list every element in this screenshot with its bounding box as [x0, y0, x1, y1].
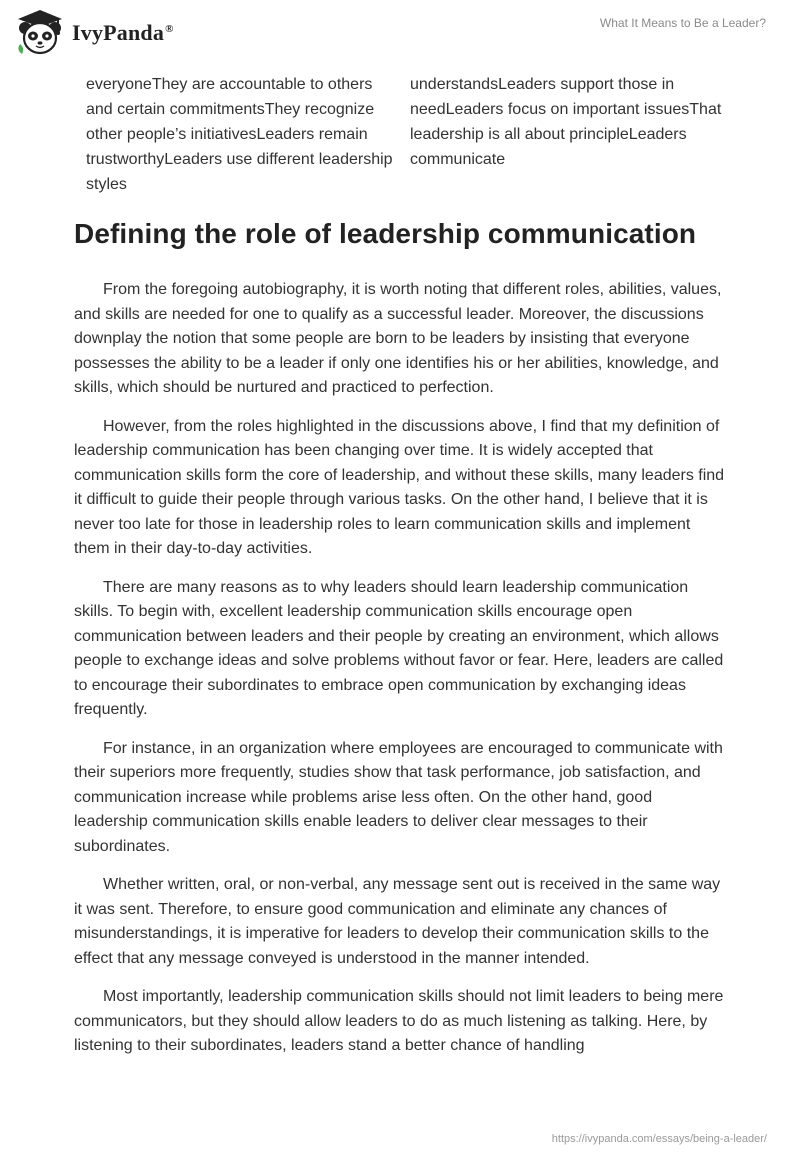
- section-heading: Defining the role of leadership communication: [74, 218, 697, 249]
- left-column-text: everyoneThey are accountable to others and certain commitmentsThey recognize other people’s initiativesLeaders remain trustworthyLeaders use different leadership styles: [86, 76, 393, 193]
- paragraph: For instance, in an organization where employees are encouraged to communicate with their superiors more frequently, studies show that task performance, job satisfaction, and communication increase while problems arise less often. On the other hand, good leadership communication skills enable leaders to deliver clear messages to their subordinates.: [74, 739, 723, 855]
- paragraph: Whether written, oral, or non-verbal, any message sent out is received in the same way it was sent. Therefore, to ensure good communication and eliminate any chances of misunderstandings, it is imperative for leaders to develop their communication skills to the effect that any message conveyed is understood in the manner intended.: [74, 876, 721, 967]
- article-body: [74, 278, 728, 1073]
- paragraph: Most importantly, leadership communication skills should not limit leaders to being mere communicators, but they should allow leaders to do as much listening as talking. Here, by listening to their subordinates, leaders stand a better chance of handling: [74, 988, 724, 1054]
- two-column-list: [86, 72, 746, 197]
- document-title: What It Means to Be a Leader?: [599, 16, 766, 30]
- brand-name: IvyPanda®: [72, 20, 174, 45]
- page-header: [0, 0, 800, 70]
- paragraph: From the foregoing autobiography, it is worth noting that different roles, abilities, values, and skills are needed for one to qualify as a successful leader. Moreover, the discussions downplay the notion that some people are born to be leaders by insisting that everyone possesses the ability to be a leader if only one identifies his or her abilities, knowledge, and skills, which should be nurtured and practiced to perfection.: [74, 281, 722, 396]
- ivypanda-logo[interactable]: [14, 8, 174, 58]
- paragraph: However, from the roles highlighted in the discussions above, I find that my definition of leadership communication has been changing over time. It is widely accepted that communication skills form the core of leadership, and without these skills, many leaders find it difficult to guide their people through various tasks. On the other hand, I believe that it is never too late for those in leadership roles to learn communication skills and implement them in their day-to-day activities.: [74, 417, 725, 557]
- paragraph: There are many reasons as to why leaders should learn leadership communication skills. To begin with, excellent leadership communication skills encourage open communication between leaders and their people by creating an environment, which allows people to exchange ideas and solve problems without favor or fear. Here, leaders are called to encourage their subordinates to embrace open communication by exchanging ideas frequently.: [74, 578, 724, 718]
- right-column-text: understandsLeaders support those in needLeaders focus on important issuesThat leadership is all about principleLeaders communicate: [410, 76, 722, 168]
- footer-url-link[interactable]: https://ivypanda.com/essays/being-a-leader/: [551, 1133, 767, 1145]
- panda-graduation-cap-icon: [14, 8, 66, 58]
